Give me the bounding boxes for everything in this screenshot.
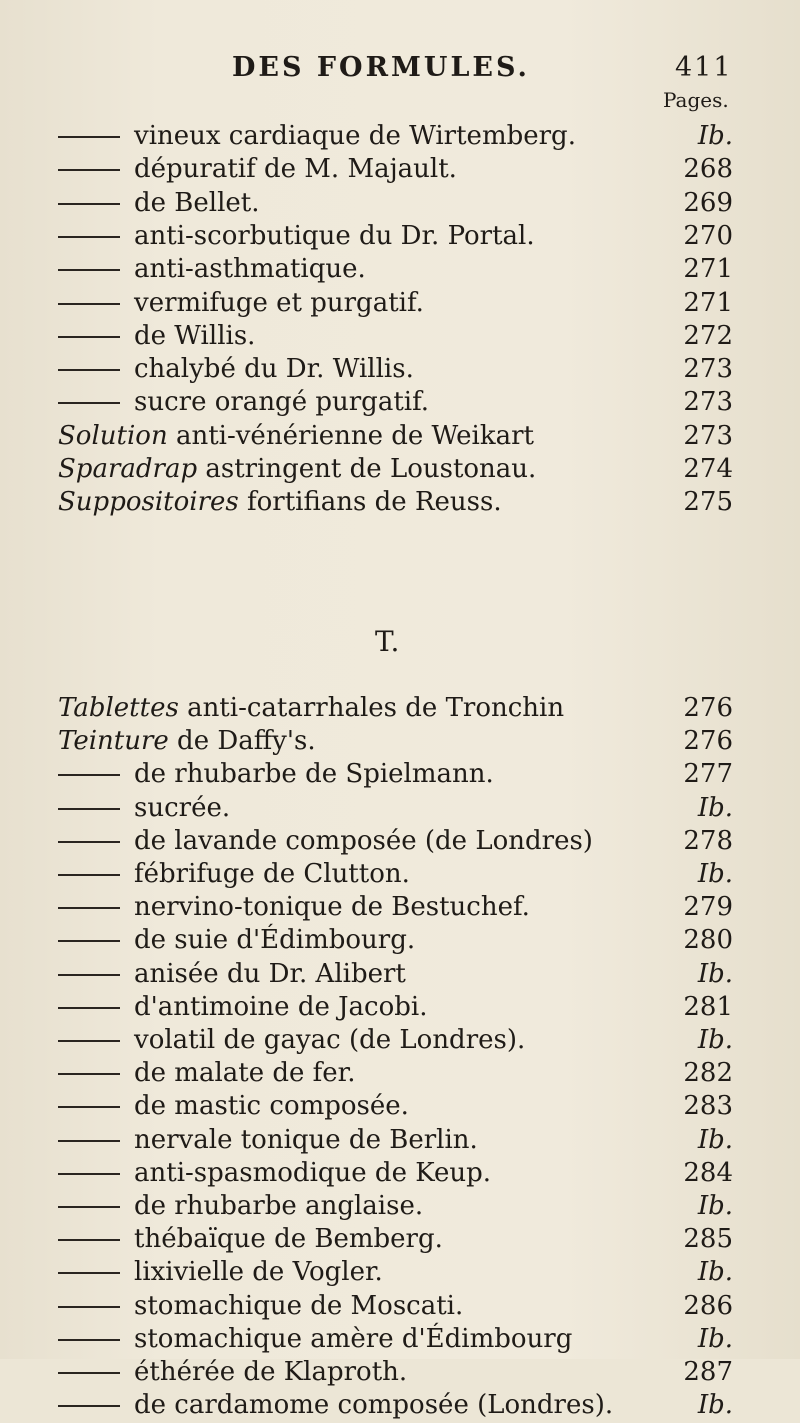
entry-text: sucrée. [134, 792, 231, 823]
entry-page-number: Ib. [697, 958, 733, 989]
entry-page-number: 278 [683, 825, 733, 856]
index-entry [58, 318, 733, 354]
ditto-dash [58, 1339, 120, 1341]
entry-page-number: 286 [683, 1290, 733, 1321]
ditto-dash [58, 774, 120, 776]
index-entry [58, 218, 733, 254]
entry-text: fortifians de Reuss. [247, 487, 502, 518]
ditto-dash [58, 841, 120, 843]
entry-page-number: 273 [683, 354, 733, 385]
entry-text: dépuratif de M. Majault. [134, 154, 457, 185]
entry-page-number: 276 [683, 693, 733, 723]
ditto-dash [58, 974, 120, 976]
ditto-dash [58, 369, 120, 371]
entry-text: anti-scorbutique du Dr. Portal. [134, 220, 535, 251]
entry-page-number: 272 [683, 320, 733, 351]
entry-page-number: 275 [683, 487, 733, 518]
entry-text: chalybé du Dr. Willis. [134, 354, 414, 385]
index-entry [58, 989, 733, 1025]
index-entry [58, 790, 733, 826]
index-entry [58, 1022, 733, 1058]
running-head: DES FORMULES. [232, 52, 530, 83]
index-entry [58, 1254, 733, 1290]
ditto-dash [58, 1007, 120, 1009]
entry-page-number: Ib. [697, 1390, 733, 1421]
entry-page-number: Ib. [697, 1323, 733, 1354]
index-entry [58, 1221, 733, 1257]
ditto-dash [58, 907, 120, 909]
ditto-dash [58, 136, 120, 138]
entry-page-number: Ib. [697, 1257, 733, 1288]
pages-column-label: Pages. [663, 88, 729, 112]
entry-text: stomachique de Moscati. [134, 1290, 464, 1321]
index-entry [58, 1354, 733, 1390]
index-entry [58, 1155, 733, 1191]
index-entry [58, 251, 733, 287]
ditto-dash [58, 303, 120, 305]
index-entry [58, 285, 733, 321]
entry-text: sucre orangé purgatif. [134, 387, 430, 418]
index-entry [58, 756, 733, 792]
entry-page-number: Ib. [697, 1191, 733, 1221]
entry-text: vermifuge et purgatif. [134, 287, 424, 318]
index-entry [58, 1188, 733, 1224]
ditto-dash [58, 402, 120, 404]
entry-page-number: 273 [683, 387, 733, 418]
ditto-dash [58, 940, 120, 942]
entry-text: anti-catarrhales de Tronchin [187, 693, 565, 723]
ditto-dash [58, 1173, 120, 1175]
entry-text: de mastic composée. [134, 1091, 409, 1122]
entry-page-number: 283 [683, 1091, 733, 1122]
entry-text: vineux cardiaque de Wirtemberg. [134, 121, 576, 151]
index-entry [58, 1387, 733, 1423]
entry-page-number: 271 [683, 254, 733, 285]
entry-text: fébrifuge de Clutton. [134, 859, 410, 889]
entry-text: de Daffy's. [177, 726, 316, 757]
entry-text: d'antimoine de Jacobi. [134, 991, 428, 1022]
ditto-dash [58, 1140, 120, 1142]
entry-page-number: 284 [683, 1157, 733, 1188]
index-entry [58, 1122, 733, 1158]
section-letter-t: T. [375, 625, 401, 658]
entry-text: de malate de fer. [134, 1058, 356, 1089]
entry-page-number: Ib. [697, 1025, 733, 1055]
entry-page-number: 277 [683, 759, 733, 790]
entry-page-number: 281 [683, 991, 733, 1022]
ditto-dash [58, 808, 120, 810]
index-entry [58, 1055, 733, 1091]
ditto-dash [58, 1040, 120, 1042]
entry-page-number: 285 [683, 1224, 733, 1255]
entry-text: de suie d'Édimbourg. [134, 925, 416, 956]
ditto-dash [58, 1272, 120, 1274]
entry-page-number: Ib. [697, 792, 733, 823]
entry-text: anti-vénérienne de Weikart [175, 420, 534, 451]
ditto-dash [58, 336, 120, 338]
entry-page-number: Ib. [697, 1124, 733, 1155]
entry-page-number: 269 [683, 187, 733, 218]
entry-text: anti-spasmodique de Keup. [134, 1157, 491, 1188]
entry-text: volatil de gayac (de Londres). [134, 1025, 526, 1055]
ditto-dash [58, 236, 120, 238]
ditto-dash [58, 1405, 120, 1407]
entry-page-number: 273 [683, 420, 733, 451]
entry-page-number: Ib. [697, 859, 733, 889]
page-header [0, 52, 800, 92]
ditto-dash [58, 1239, 120, 1241]
entry-text: astringent de Loustonau. [205, 454, 537, 484]
index-entry [58, 484, 733, 520]
index-entry [58, 418, 733, 454]
index-entry [58, 1088, 733, 1124]
entry-lead-word: Tablettes [58, 693, 179, 723]
entry-page-number: 280 [683, 925, 733, 956]
ditto-dash [58, 1073, 120, 1075]
entry-text: de rhubarbe de Spielmann. [134, 759, 494, 790]
index-entry [58, 856, 733, 892]
entry-page-number: 287 [683, 1357, 733, 1387]
entry-page-number: 270 [683, 220, 733, 251]
ditto-dash [58, 169, 120, 171]
ditto-dash [58, 874, 120, 876]
entry-page-number: 282 [683, 1058, 733, 1089]
ditto-dash [58, 1306, 120, 1308]
entry-text: éthérée de Klaproth. [134, 1357, 408, 1387]
index-entry [58, 1321, 733, 1357]
entry-page-number: 276 [683, 726, 733, 757]
entry-text: de Willis. [134, 320, 256, 351]
entry-page-number: 279 [683, 892, 733, 923]
ditto-dash [58, 269, 120, 271]
entry-page-number: Ib. [697, 121, 733, 151]
entry-text: de rhubarbe anglaise. [134, 1191, 424, 1221]
index-entry [58, 451, 733, 487]
entry-text: de lavande composée (de Londres) [134, 825, 593, 856]
entry-text: de cardamome composée (Londres). [134, 1390, 614, 1421]
entry-text: de Bellet. [134, 187, 260, 218]
ditto-dash [58, 1206, 120, 1208]
entry-text: anisée du Dr. Alibert [134, 958, 406, 989]
index-entry [58, 118, 733, 154]
index-entry [58, 384, 733, 420]
index-entry [58, 956, 733, 992]
index-entry [58, 690, 733, 726]
page-number: 411 [675, 52, 733, 83]
entry-text: nervino-tonique de Bestuchef. [134, 892, 530, 923]
entry-text: thébaïque de Bemberg. [134, 1224, 443, 1255]
index-entry [58, 723, 733, 759]
entry-lead-word: Sparadrap [58, 454, 198, 484]
index-entry [58, 185, 733, 221]
entry-lead-word: Solution [58, 420, 168, 451]
entry-text: nervale tonique de Berlin. [134, 1124, 478, 1155]
entry-lead-word: Suppositoires [58, 487, 239, 518]
entry-text: stomachique amère d'Édimbourg [134, 1323, 573, 1354]
ditto-dash [58, 1372, 120, 1374]
entry-text: lixivielle de Vogler. [134, 1257, 383, 1288]
index-entry [58, 151, 733, 187]
ditto-dash [58, 1106, 120, 1108]
index-entry [58, 889, 733, 925]
index-entry [58, 1288, 733, 1324]
index-entry [58, 351, 733, 387]
index-entry [58, 823, 733, 859]
ditto-dash [58, 203, 120, 205]
entry-page-number: 274 [683, 454, 733, 484]
entry-page-number: 268 [683, 154, 733, 185]
entry-page-number: 271 [683, 287, 733, 318]
entry-text: anti-asthmatique. [134, 254, 366, 285]
index-entry [58, 922, 733, 958]
entry-lead-word: Teinture [58, 726, 169, 757]
